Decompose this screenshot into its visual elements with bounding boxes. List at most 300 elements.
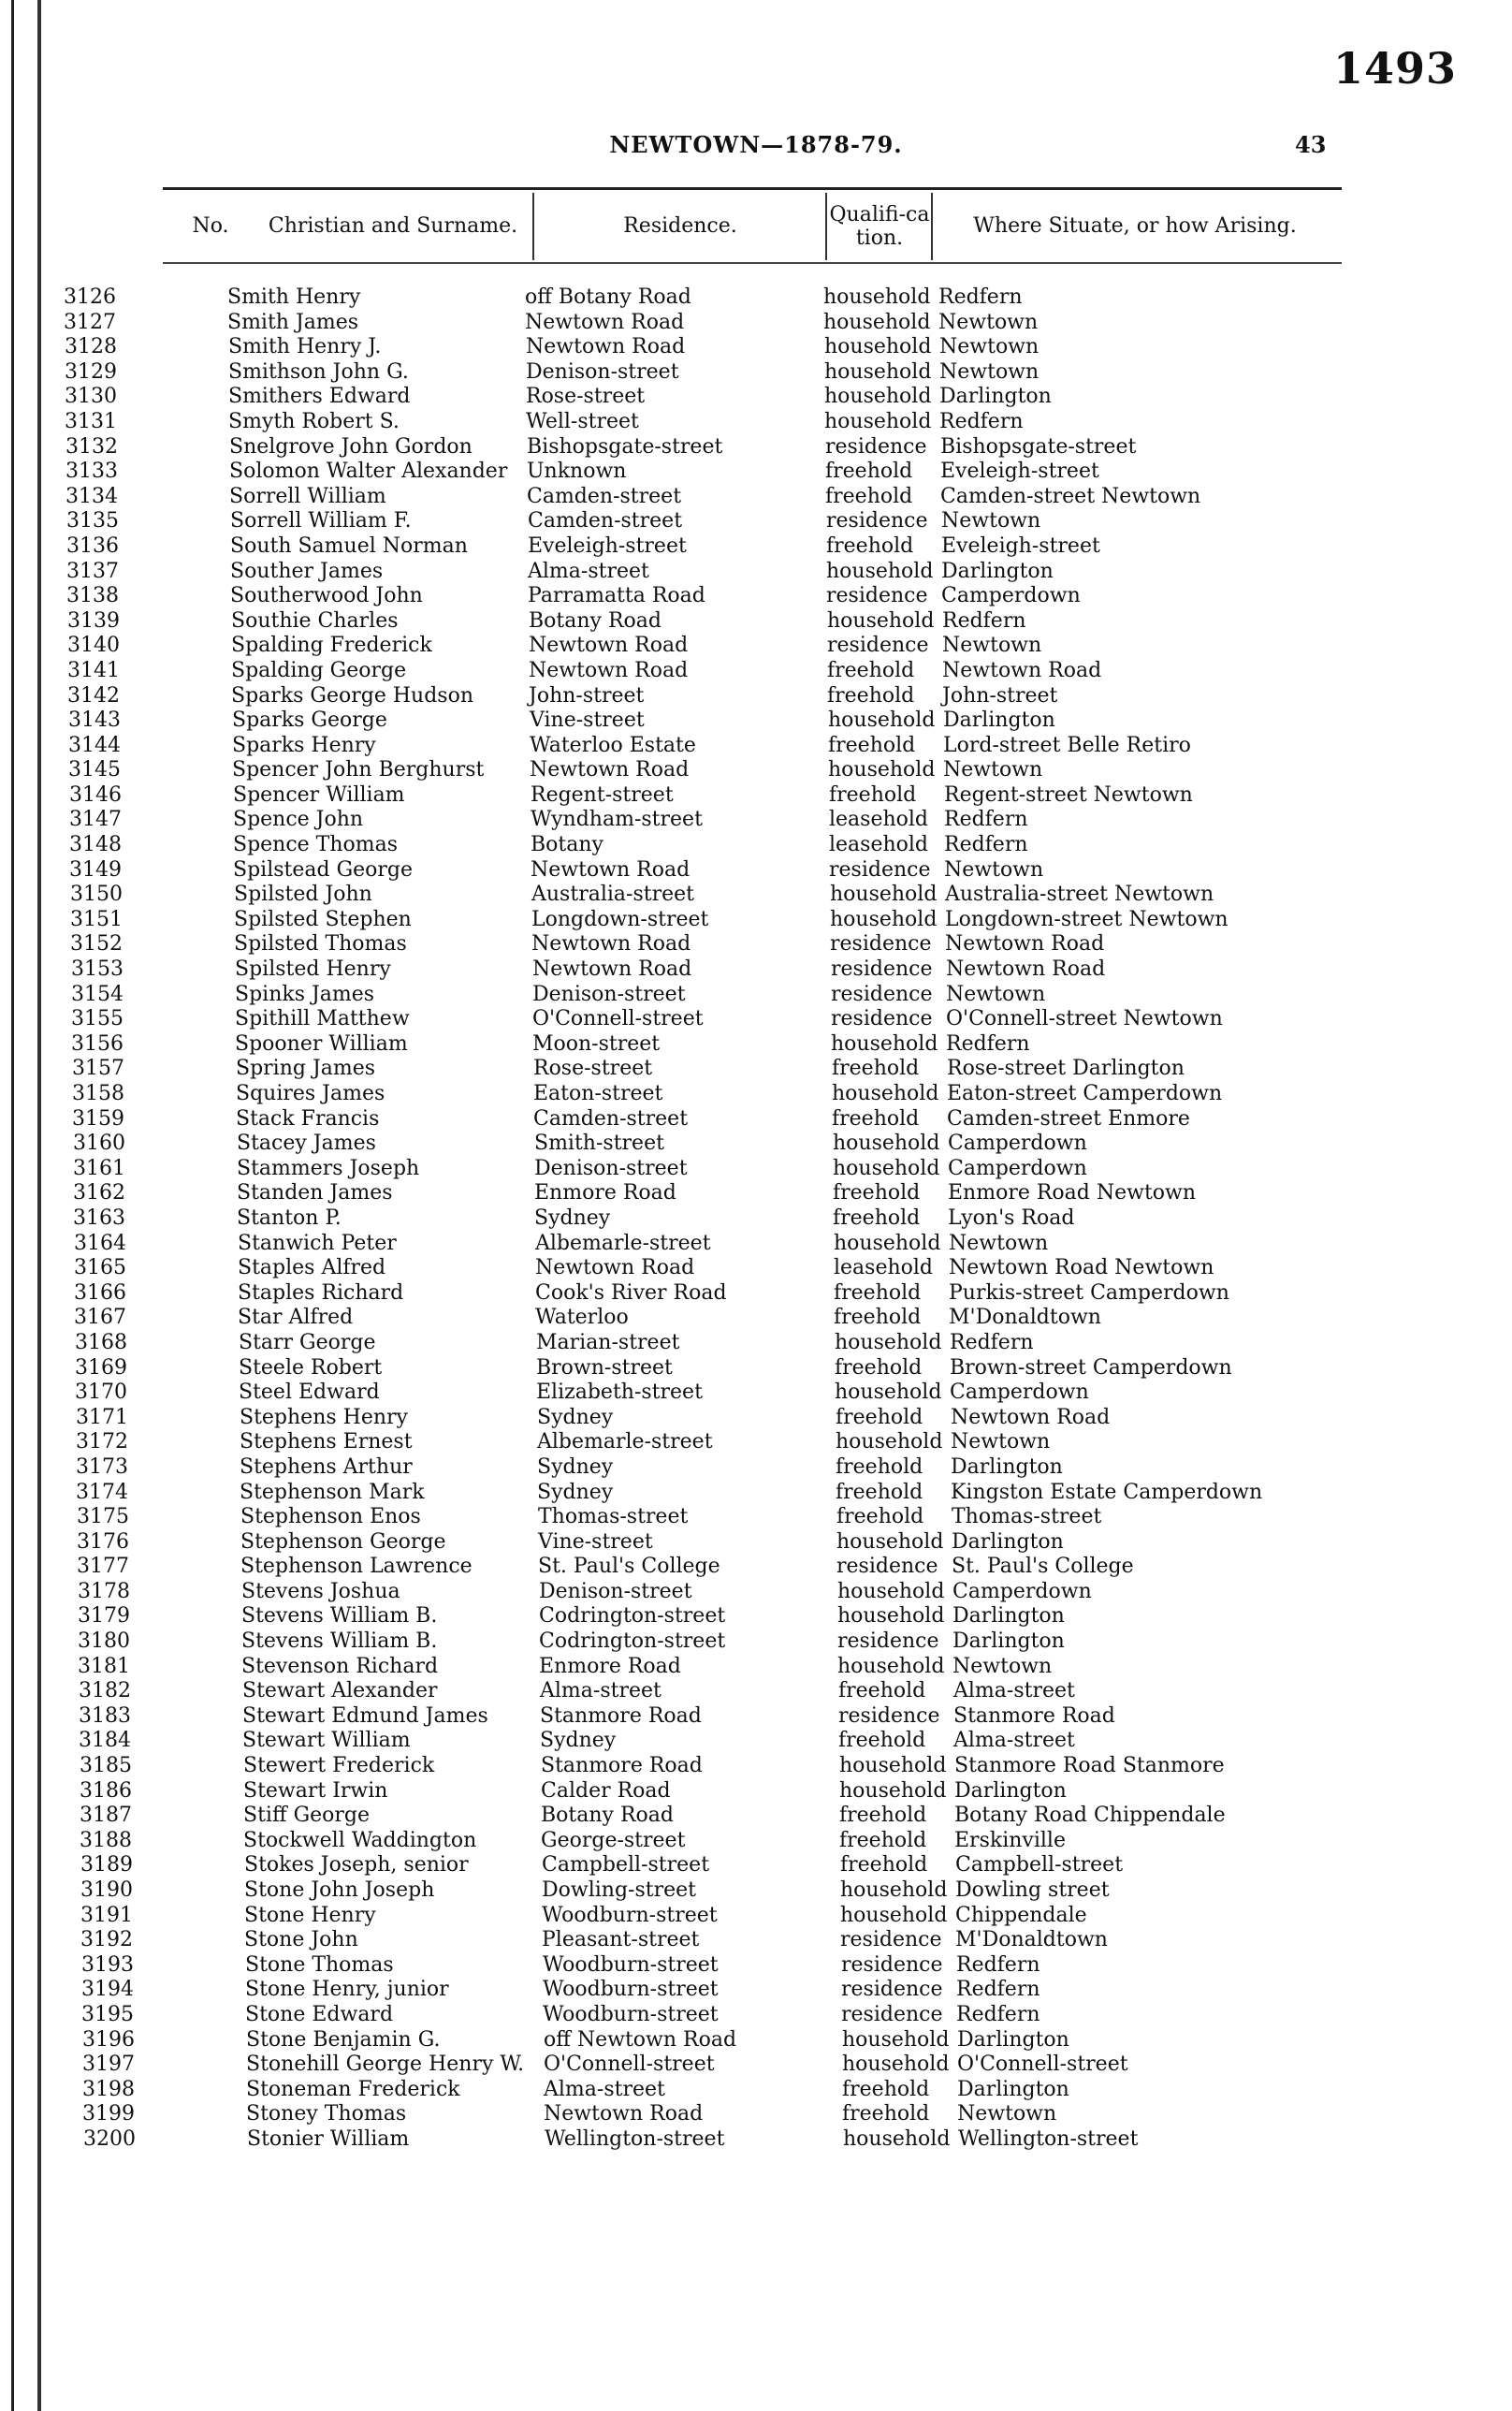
entry-residence: Botany Road bbox=[541, 1804, 674, 1828]
entry-where-situate: Darlington bbox=[952, 1604, 1065, 1629]
entry-where-situate: Newtown bbox=[957, 2102, 1057, 2126]
entry-residence: Enmore Road bbox=[534, 1181, 676, 1206]
entry-name: Smith Henry J. bbox=[228, 335, 382, 359]
entry-residence: Alma-street bbox=[540, 1679, 662, 1703]
entry-name: Spencer William bbox=[233, 782, 405, 807]
table-row bbox=[0, 1107, 1512, 1132]
entry-residence: Parramatta Road bbox=[528, 584, 705, 608]
entry-number: 3185 bbox=[80, 1754, 132, 1778]
table-row bbox=[0, 1878, 1512, 1904]
table-row bbox=[0, 983, 1512, 1008]
entry-qualification: household bbox=[828, 758, 936, 782]
entry-number: 3191 bbox=[80, 1903, 133, 1927]
entry-qualification: household bbox=[824, 335, 932, 359]
entry-qualification: freehold bbox=[836, 1454, 923, 1479]
entry-residence: Pleasant-street bbox=[542, 1928, 700, 1952]
table-row bbox=[0, 1082, 1512, 1107]
entry-qualification: household bbox=[836, 1529, 944, 1554]
page-number: 43 bbox=[1295, 131, 1327, 158]
column-divider bbox=[931, 193, 933, 260]
entry-qualification: residence bbox=[831, 957, 933, 982]
entry-where-situate: Newtown bbox=[942, 634, 1042, 658]
entry-qualification: residence bbox=[840, 1928, 942, 1952]
entry-number: 3147 bbox=[69, 808, 122, 832]
entry-number: 3166 bbox=[74, 1280, 126, 1305]
entry-where-situate: St. Paul's College bbox=[952, 1555, 1134, 1579]
entry-qualification: freehold bbox=[832, 1057, 920, 1081]
entry-name: Spilsted Henry bbox=[235, 957, 391, 982]
entry-where-situate: Dowling street bbox=[955, 1878, 1110, 1902]
entry-number: 3141 bbox=[67, 658, 120, 682]
entry-number: 3164 bbox=[74, 1231, 126, 1255]
entry-number: 3133 bbox=[65, 460, 118, 484]
table-row bbox=[0, 2102, 1512, 2127]
entry-residence: Stanmore Road bbox=[540, 1703, 702, 1728]
entry-name: Smithson John G. bbox=[228, 359, 409, 384]
entry-residence: George-street bbox=[541, 1828, 686, 1852]
entry-where-situate: Camperdown bbox=[950, 1381, 1089, 1405]
table-row bbox=[0, 1306, 1512, 1331]
header-name: Christian and Surname. bbox=[268, 214, 518, 239]
entry-residence: Camden-street bbox=[527, 484, 682, 508]
table-row bbox=[0, 1381, 1512, 1406]
entry-number: 3182 bbox=[79, 1679, 131, 1703]
entry-residence: Eveleigh-street bbox=[528, 533, 687, 558]
entry-qualification: household bbox=[836, 1430, 943, 1454]
entry-name: Standen James bbox=[237, 1181, 393, 1206]
entry-number: 3192 bbox=[80, 1928, 133, 1952]
entry-name: Stewart Edmund James bbox=[242, 1703, 488, 1728]
entry-number: 3130 bbox=[65, 385, 117, 409]
entry-where-situate: Thomas-street bbox=[952, 1505, 1102, 1529]
entry-where-situate: Camden-street Enmore bbox=[947, 1106, 1190, 1131]
entry-residence: Newtown Road bbox=[532, 957, 692, 982]
entry-where-situate: Redfern bbox=[956, 1978, 1040, 2002]
entry-name: Smith Henry bbox=[227, 285, 361, 309]
header-top-rule bbox=[163, 187, 1342, 190]
entry-qualification: residence bbox=[831, 1007, 933, 1031]
entry-where-situate: Longdown-street Newtown bbox=[945, 907, 1228, 931]
entry-residence: Newtown Road bbox=[531, 857, 691, 882]
entry-name: Sorrell William F. bbox=[230, 509, 412, 533]
entry-name: Stacey James bbox=[237, 1132, 376, 1156]
entry-qualification: residence bbox=[826, 584, 928, 608]
entry-residence: Sydney bbox=[537, 1480, 614, 1504]
entry-where-situate: M'Donaldtown bbox=[955, 1928, 1108, 1952]
entry-number: 3181 bbox=[78, 1654, 130, 1678]
entry-name: Stephens Ernest bbox=[240, 1430, 413, 1454]
entry-where-situate: Newtown bbox=[938, 310, 1039, 334]
table-row bbox=[0, 335, 1512, 360]
entry-residence: Waterloo Estate bbox=[530, 733, 696, 757]
entry-residence: Sydney bbox=[537, 1405, 614, 1429]
entry-name: Spring James bbox=[236, 1057, 376, 1081]
entry-qualification: freehold bbox=[827, 683, 915, 708]
table-row bbox=[0, 385, 1512, 410]
entry-name: Southerwood John bbox=[230, 584, 423, 608]
entry-qualification: residence bbox=[837, 1629, 939, 1654]
entry-residence: Sydney bbox=[540, 1729, 617, 1753]
table-row bbox=[0, 1430, 1512, 1455]
entry-where-situate: Australia-street Newtown bbox=[945, 883, 1214, 907]
entry-residence: Stanmore Road bbox=[541, 1754, 703, 1778]
entry-qualification: residence bbox=[830, 932, 932, 957]
entry-number: 3180 bbox=[78, 1629, 130, 1654]
entry-name: Stevens William B. bbox=[241, 1629, 438, 1654]
entry-number: 3168 bbox=[75, 1330, 127, 1354]
entry-residence: Camden-street bbox=[533, 1106, 689, 1131]
entry-residence: Newtown Road bbox=[535, 1256, 695, 1280]
entry-number: 3144 bbox=[68, 733, 121, 757]
table-row bbox=[0, 883, 1512, 908]
entry-residence: John-street bbox=[529, 683, 645, 708]
entry-number: 3200 bbox=[83, 2126, 136, 2151]
entry-where-situate: Redfern bbox=[950, 1330, 1034, 1354]
entry-number: 3165 bbox=[74, 1256, 126, 1280]
entry-qualification: residence bbox=[838, 1703, 940, 1728]
entry-name: Stephens Arthur bbox=[240, 1454, 413, 1479]
entry-number: 3146 bbox=[69, 782, 122, 807]
entry-number: 3173 bbox=[76, 1454, 128, 1479]
entry-number: 3195 bbox=[81, 2002, 134, 2026]
entry-number: 3162 bbox=[73, 1181, 125, 1206]
entry-where-situate: Eveleigh-street bbox=[941, 533, 1100, 558]
entry-number: 3178 bbox=[78, 1579, 130, 1603]
entry-name: Spencer John Berghurst bbox=[232, 758, 485, 782]
entry-number: 3158 bbox=[72, 1082, 124, 1105]
entry-name: South Samuel Norman bbox=[230, 533, 468, 558]
table-row bbox=[0, 1580, 1512, 1605]
entry-qualification: freehold bbox=[838, 1729, 926, 1753]
entry-where-situate: Redfern bbox=[956, 2002, 1040, 2026]
entry-qualification: household bbox=[843, 2126, 951, 2151]
entry-residence: Calder Road bbox=[541, 1778, 671, 1803]
entry-where-situate: Camperdown bbox=[948, 1156, 1087, 1180]
entry-number: 3169 bbox=[75, 1355, 127, 1380]
entry-qualification: freehold bbox=[836, 1480, 923, 1504]
entry-residence: Denison-street bbox=[532, 982, 686, 1006]
entry-residence: Alma-street bbox=[528, 559, 649, 583]
table-row bbox=[0, 1530, 1512, 1556]
entry-residence: Codrington-street bbox=[539, 1629, 726, 1654]
entry-where-situate: Alma-street bbox=[953, 1729, 1075, 1753]
table-row bbox=[0, 2078, 1512, 2103]
entry-qualification: household bbox=[827, 608, 935, 633]
table-row bbox=[0, 684, 1512, 709]
table-row bbox=[0, 1505, 1512, 1530]
entry-name: Spalding Frederick bbox=[231, 634, 432, 658]
entry-name: Southie Charles bbox=[231, 608, 399, 633]
entry-qualification: household bbox=[824, 409, 932, 433]
entry-qualification: residence bbox=[829, 857, 931, 882]
entry-number: 3174 bbox=[76, 1480, 128, 1504]
entry-name: Spilsted Stephen bbox=[234, 907, 412, 931]
entry-residence: off Newtown Road bbox=[544, 2027, 737, 2052]
entry-where-situate: Newtown bbox=[944, 857, 1044, 882]
entry-number: 3177 bbox=[77, 1555, 129, 1579]
table-row bbox=[0, 435, 1512, 460]
entry-number: 3145 bbox=[68, 758, 121, 782]
entry-residence: O'Connell-street bbox=[532, 1007, 704, 1031]
entry-qualification: freehold bbox=[839, 1828, 927, 1852]
entry-name: Stammers Joseph bbox=[237, 1156, 420, 1180]
entry-qualification: leasehold bbox=[829, 833, 929, 857]
entry-name: Spooner William bbox=[235, 1031, 408, 1056]
entry-where-situate: O'Connell-street Newtown bbox=[946, 1007, 1223, 1031]
entry-residence: Denison-street bbox=[539, 1579, 692, 1603]
entry-qualification: leasehold bbox=[829, 808, 929, 832]
entry-qualification: household bbox=[834, 1231, 941, 1255]
table-row bbox=[0, 1829, 1512, 1854]
entry-name: Souther James bbox=[230, 559, 384, 583]
entry-residence: Elizabeth-street bbox=[536, 1381, 703, 1405]
entry-number: 3138 bbox=[66, 584, 119, 608]
entry-name: Spinks James bbox=[235, 982, 375, 1006]
entry-name: Stokes Joseph, senior bbox=[244, 1853, 469, 1878]
table-row bbox=[0, 1853, 1512, 1878]
entry-residence: Woodburn-street bbox=[542, 1903, 718, 1927]
entry-residence: Waterloo bbox=[535, 1306, 629, 1330]
entry-where-situate: Newtown bbox=[946, 982, 1046, 1006]
entry-where-situate: Stanmore Road Stanmore bbox=[954, 1754, 1225, 1778]
entry-name: Star Alfred bbox=[238, 1306, 354, 1330]
entry-where-situate: Darlington bbox=[952, 1529, 1064, 1554]
entry-where-situate: Redfern bbox=[944, 833, 1028, 857]
entry-where-situate: Darlington bbox=[939, 385, 1052, 409]
table-row bbox=[0, 1157, 1512, 1182]
table-row bbox=[0, 1481, 1512, 1506]
entry-where-situate: Newtown bbox=[941, 509, 1041, 533]
entry-qualification: household bbox=[832, 1082, 939, 1105]
table-row bbox=[0, 560, 1512, 585]
entry-where-situate: Redfern bbox=[939, 409, 1024, 433]
entry-residence: Cook's River Road bbox=[535, 1280, 727, 1305]
table-row bbox=[0, 485, 1512, 510]
entry-residence: Newtown Road bbox=[544, 2102, 704, 2126]
entry-name: Stone John Joseph bbox=[244, 1878, 435, 1902]
table-row bbox=[0, 1232, 1512, 1257]
entry-name: Stone John bbox=[244, 1928, 358, 1952]
entry-where-situate: Redfern bbox=[938, 285, 1023, 309]
entry-residence: Newtown Road bbox=[525, 310, 685, 334]
entry-residence: Vine-street bbox=[538, 1529, 653, 1554]
entry-qualification: freehold bbox=[842, 2102, 930, 2126]
entry-where-situate: Eaton-street Camperdown bbox=[947, 1082, 1223, 1105]
entry-number: 3126 bbox=[64, 285, 116, 309]
entry-number: 3132 bbox=[65, 434, 118, 459]
entry-qualification: freehold bbox=[827, 658, 915, 682]
entry-qualification: freehold bbox=[825, 460, 913, 484]
entry-residence: Regent-street bbox=[531, 782, 674, 807]
entry-where-situate: Eveleigh-street bbox=[940, 460, 1099, 484]
entry-number: 3142 bbox=[67, 683, 120, 708]
table-row bbox=[0, 1928, 1512, 1953]
table-row bbox=[0, 1132, 1512, 1157]
table-row bbox=[0, 734, 1512, 759]
entry-number: 3152 bbox=[70, 932, 123, 957]
table-row bbox=[0, 509, 1512, 534]
entry-number: 3151 bbox=[70, 907, 123, 931]
entry-name: Squires James bbox=[236, 1082, 385, 1105]
entry-name: Spilsted John bbox=[234, 883, 372, 907]
entry-qualification: household bbox=[835, 1381, 942, 1405]
entry-name: Stiff George bbox=[243, 1804, 371, 1828]
entry-residence: Wellington-street bbox=[545, 2126, 725, 2151]
table-row bbox=[0, 1978, 1512, 2003]
entry-name: Stanwich Peter bbox=[238, 1231, 397, 1255]
entry-name: Sparks George Hudson bbox=[231, 683, 473, 708]
entry-name: Starr George bbox=[239, 1330, 376, 1354]
entry-qualification: freehold bbox=[833, 1206, 921, 1230]
entry-number: 3160 bbox=[73, 1132, 125, 1156]
entry-number: 3189 bbox=[80, 1853, 133, 1878]
entry-where-situate: Camden-street Newtown bbox=[940, 484, 1201, 508]
entry-qualification: freehold bbox=[834, 1306, 922, 1330]
entry-qualification: freehold bbox=[842, 2077, 930, 2101]
header-bottom-rule bbox=[163, 262, 1342, 264]
entry-where-situate: Stanmore Road bbox=[953, 1703, 1115, 1728]
entry-number: 3199 bbox=[82, 2102, 135, 2126]
entry-name: Stevenson Richard bbox=[241, 1654, 439, 1678]
entry-qualification: household bbox=[839, 1778, 947, 1803]
table-row bbox=[0, 957, 1512, 983]
entry-qualification: household bbox=[833, 1132, 940, 1156]
entry-number: 3150 bbox=[70, 883, 123, 907]
entry-qualification: household bbox=[840, 1878, 948, 1902]
entry-name: Steele Robert bbox=[239, 1355, 383, 1380]
entry-qualification: household bbox=[839, 1754, 947, 1778]
table-row bbox=[0, 783, 1512, 809]
entry-qualification: household bbox=[842, 2027, 950, 2052]
entry-number: 3136 bbox=[66, 533, 119, 558]
entry-where-situate: Camperdown bbox=[941, 584, 1081, 608]
entry-where-situate: Darlington bbox=[957, 2077, 1069, 2101]
entry-where-situate: Wellington-street bbox=[958, 2126, 1139, 2151]
entry-where-situate: Redfern bbox=[944, 808, 1028, 832]
entry-where-situate: Redfern bbox=[956, 1952, 1040, 1977]
entry-number: 3163 bbox=[73, 1206, 125, 1230]
entry-where-situate: M'Donaldtown bbox=[949, 1306, 1101, 1330]
entry-qualification: household bbox=[830, 907, 938, 931]
entry-residence: Vine-street bbox=[530, 709, 645, 733]
header-residence: Residence. bbox=[623, 214, 737, 239]
entry-name: Stephenson Lawrence bbox=[240, 1555, 472, 1579]
table-row bbox=[0, 311, 1512, 336]
entry-number: 3198 bbox=[82, 2077, 135, 2101]
entry-residence: Marian-street bbox=[536, 1330, 680, 1354]
entry-qualification: freehold bbox=[828, 733, 916, 757]
entry-qualification: freehold bbox=[839, 1804, 927, 1828]
entry-residence: Australia-street bbox=[531, 883, 694, 907]
table-row bbox=[0, 1331, 1512, 1356]
entry-number: 3154 bbox=[71, 982, 124, 1006]
entry-number: 3179 bbox=[78, 1604, 130, 1629]
table-row bbox=[0, 1629, 1512, 1655]
entry-where-situate: Erskinville bbox=[954, 1828, 1066, 1852]
entry-name: Sparks George bbox=[232, 709, 387, 733]
entry-name: Stone Benjamin G. bbox=[246, 2027, 441, 2052]
table-header bbox=[0, 195, 1512, 258]
entry-qualification: household bbox=[828, 709, 936, 733]
entry-residence: Woodburn-street bbox=[543, 1952, 719, 1977]
entry-qualification: household bbox=[842, 2053, 950, 2077]
entry-name: Spilstead George bbox=[233, 857, 414, 882]
entry-number: 3135 bbox=[66, 509, 119, 533]
entry-where-situate: Newtown Road bbox=[946, 957, 1106, 982]
entry-number: 3140 bbox=[67, 634, 120, 658]
entry-number: 3175 bbox=[77, 1505, 129, 1529]
entry-residence: Wyndham-street bbox=[531, 808, 703, 832]
entry-residence: Brown-street bbox=[536, 1355, 673, 1380]
entry-where-situate: Darlington bbox=[957, 2027, 1069, 2052]
entry-qualification: residence bbox=[826, 509, 928, 533]
entry-qualification: household bbox=[826, 559, 934, 583]
register-table bbox=[0, 285, 1512, 2153]
entry-qualification: household bbox=[830, 883, 938, 907]
entry-number: 3155 bbox=[71, 1007, 124, 1031]
entry-name: Stewert Frederick bbox=[243, 1754, 435, 1778]
entry-number: 3190 bbox=[80, 1878, 133, 1902]
entry-where-situate: Darlington bbox=[941, 559, 1054, 583]
entry-qualification: household bbox=[835, 1330, 942, 1354]
folio-number: 1493 bbox=[1333, 43, 1458, 94]
table-row bbox=[0, 285, 1512, 311]
entry-residence: St. Paul's College bbox=[538, 1555, 720, 1579]
entry-number: 3183 bbox=[79, 1703, 131, 1728]
entry-residence: Well-street bbox=[526, 409, 639, 433]
table-row bbox=[0, 833, 1512, 858]
entry-name: Steel Edward bbox=[239, 1381, 380, 1405]
entry-qualification: residence bbox=[841, 1952, 943, 1977]
entry-residence: Newtown Road bbox=[529, 658, 689, 682]
entry-where-situate: Newtown bbox=[939, 359, 1040, 384]
entry-qualification: residence bbox=[827, 634, 929, 658]
entry-qualification: residence bbox=[836, 1555, 938, 1579]
entry-qualification: freehold bbox=[832, 1106, 920, 1131]
entry-where-situate: O'Connell-street bbox=[957, 2053, 1128, 2077]
entry-name: Stewart William bbox=[242, 1729, 411, 1753]
entry-number: 3172 bbox=[76, 1430, 128, 1454]
table-row bbox=[0, 410, 1512, 435]
entry-name: Stephens Henry bbox=[240, 1405, 408, 1429]
table-row bbox=[0, 1406, 1512, 1431]
entry-qualification: household bbox=[831, 1031, 938, 1056]
entry-number: 3128 bbox=[65, 335, 117, 359]
entry-name: Stone Thomas bbox=[245, 1952, 394, 1977]
entry-name: Stephenson George bbox=[240, 1529, 446, 1554]
table-row bbox=[0, 1704, 1512, 1730]
entry-residence: Rose-street bbox=[533, 1057, 653, 1081]
entry-number: 3186 bbox=[80, 1778, 132, 1803]
table-row bbox=[0, 1904, 1512, 1929]
entry-residence: Newtown Road bbox=[529, 634, 689, 658]
entry-where-situate: Newtown bbox=[943, 758, 1043, 782]
entry-residence: Sydney bbox=[534, 1206, 611, 1230]
table-row bbox=[0, 1804, 1512, 1829]
entry-qualification: freehold bbox=[825, 484, 913, 508]
entry-name: Stephenson Mark bbox=[240, 1480, 425, 1504]
entry-name: Stockwell Waddington bbox=[243, 1828, 477, 1852]
entry-where-situate: Newtown bbox=[939, 335, 1040, 359]
entry-number: 3193 bbox=[81, 1952, 134, 1977]
table-row bbox=[0, 758, 1512, 783]
entry-where-situate: Camperdown bbox=[948, 1132, 1087, 1156]
entry-qualification: residence bbox=[841, 2002, 943, 2026]
column-divider bbox=[532, 193, 534, 260]
entry-number: 3148 bbox=[69, 833, 122, 857]
entry-where-situate: Lord-street Belle Retiro bbox=[943, 733, 1191, 757]
table-row bbox=[0, 1356, 1512, 1381]
